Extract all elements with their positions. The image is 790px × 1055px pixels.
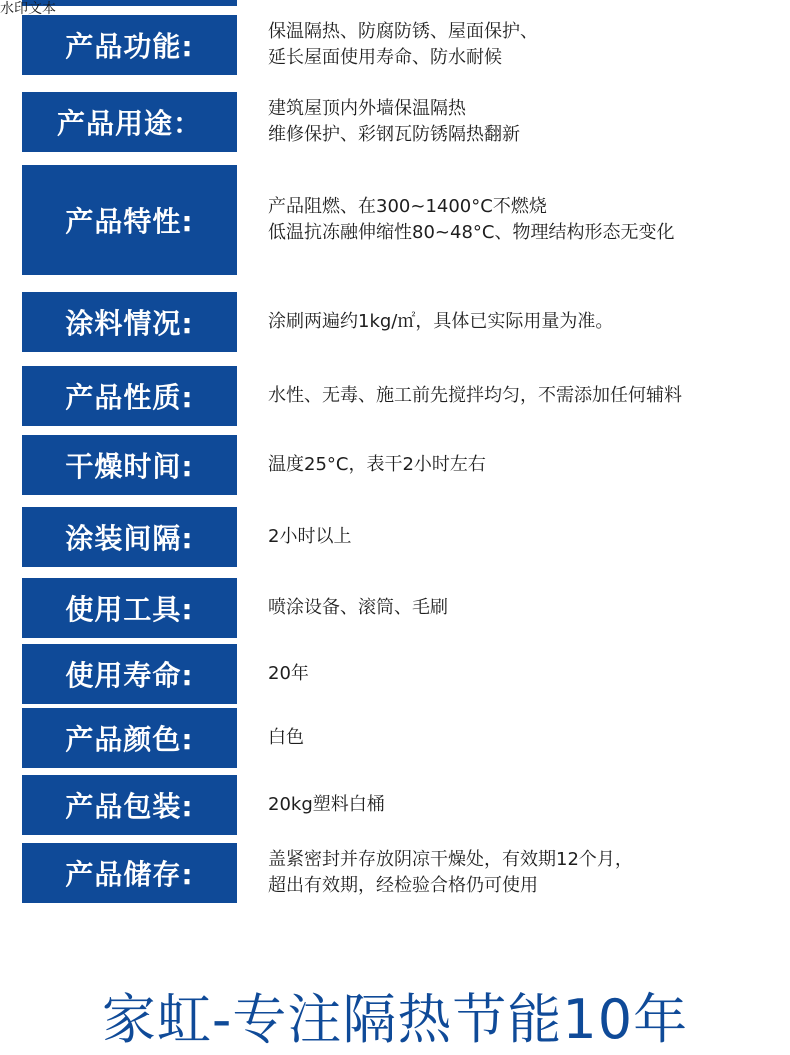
spec-row-storage	[0, 843, 790, 903]
spec-label: 产品颜色:	[65, 723, 194, 756]
spec-value-line: 涂刷两遍约1kg/㎡，具体已实际用量为准。	[268, 311, 614, 332]
spec-label-box	[22, 435, 237, 495]
spec-label-box	[22, 15, 237, 75]
spec-value	[268, 92, 768, 152]
spec-value-line: 20kg塑料白桶	[268, 794, 385, 815]
spec-value-line: 保温隔热、防腐防锈、屋面保护、	[268, 21, 538, 42]
spec-label-box	[22, 292, 237, 352]
spec-label-box	[22, 644, 237, 704]
spec-value-line: 建筑屋顶内外墙保温隔热	[268, 98, 466, 119]
spec-label: 涂料情况:	[65, 307, 194, 340]
spec-value	[268, 165, 768, 275]
spec-value	[268, 435, 768, 495]
spec-label-box	[22, 775, 237, 835]
spec-value	[268, 578, 768, 638]
spec-row-drying-time	[0, 435, 790, 495]
spec-label-box	[22, 843, 237, 903]
spec-value	[268, 843, 768, 903]
spec-row-color	[0, 708, 790, 768]
spec-value	[268, 15, 768, 75]
spec-row-service-life	[0, 644, 790, 704]
spec-value	[268, 644, 768, 704]
spec-label-box	[22, 578, 237, 638]
spec-value	[268, 708, 768, 768]
spec-value-line: 水性、无毒、施工前先搅拌均匀，不需添加任何辅料	[268, 385, 682, 406]
spec-row-coating-interval	[0, 507, 790, 567]
spec-label-box	[22, 507, 237, 567]
watermark-text: 水印文本	[0, 1, 56, 17]
spec-label-box	[22, 366, 237, 426]
spec-label-box	[22, 165, 237, 275]
spec-value-line: 低温抗冻融伸缩性80~48°C、物理结构形态无变化	[268, 222, 675, 243]
spec-value-line: 盖紧密封并存放阴凉干燥处，有效期12个月，	[268, 849, 633, 870]
spec-value-line: 延长屋面使用寿命、防水耐候	[268, 47, 502, 68]
spec-value	[268, 366, 768, 426]
spec-label: 产品特性:	[65, 205, 194, 238]
spec-row-packaging	[0, 775, 790, 835]
spec-label: 使用工具:	[65, 593, 194, 626]
spec-row-usage	[0, 92, 790, 152]
spec-value-line: 2小时以上	[268, 526, 352, 547]
spec-value-line: 超出有效期，经检验合格仍可使用	[268, 875, 538, 896]
spec-value	[268, 775, 768, 835]
spec-row-coverage	[0, 292, 790, 352]
spec-value	[268, 292, 768, 352]
spec-value-line: 喷涂设备、滚筒、毛刷	[268, 597, 448, 618]
spec-row-tools	[0, 578, 790, 638]
spec-value-line: 产品阻燃、在300~1400°C不燃烧	[268, 196, 547, 217]
spec-value-line: 白色	[268, 727, 304, 748]
spec-value-line: 20年	[268, 663, 309, 684]
spec-value-line: 温度25°C，表干2小时左右	[268, 454, 486, 475]
spec-value	[268, 507, 768, 567]
spec-label-box	[22, 92, 237, 152]
spec-label: 产品用途：	[56, 107, 202, 140]
spec-label: 使用寿命:	[65, 659, 194, 692]
spec-label-box	[22, 708, 237, 768]
spec-label: 涂装间隔:	[65, 522, 194, 555]
spec-label: 产品性质:	[65, 381, 194, 414]
spec-label: 产品包装:	[65, 790, 194, 823]
spec-row-features	[0, 165, 790, 275]
spec-label: 干燥时间:	[65, 450, 194, 483]
spec-label: 产品储存:	[65, 858, 194, 891]
spec-row-properties	[0, 366, 790, 426]
brand-slogan: 家虹-专注隔热节能10年	[101, 988, 689, 1051]
spec-label: 产品功能:	[65, 30, 194, 63]
spec-value-line: 维修保护、彩钢瓦防锈隔热翻新	[268, 124, 520, 145]
spec-row-function	[0, 15, 790, 75]
